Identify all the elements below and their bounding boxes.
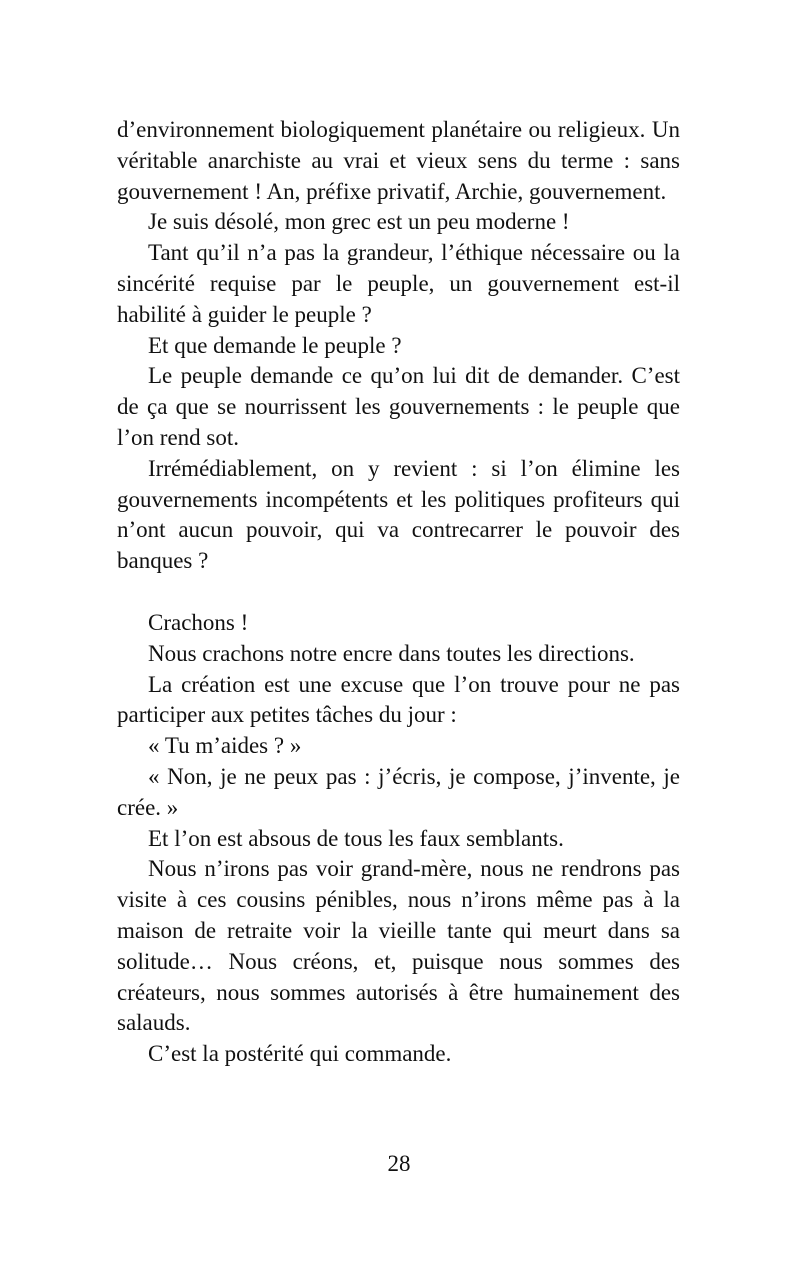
- paragraph: Nous n’irons pas voir grand-mère, nous ne rendrons pas visite à ces cousins pénibles, nous n’irons même pas à la maison de retraite voir la vieille tante qui meurt dans sa solitude… Nous créons, et, puisque nous sommes des créateurs, nous sommes autorisés à être humainement des salauds.: [117, 856, 680, 1036]
- page-number: 28: [387, 1151, 411, 1176]
- paragraph: Et que demande le peuple ?: [148, 332, 402, 358]
- paragraph: Et l’on est absous de tous les faux semblants.: [148, 825, 564, 851]
- paragraph: Irrémédiablement, on y revient : si l’on élimine les gouvernements incompétents et les politiques profiteurs qui n’ont aucun pouvoir, qui va contrecarrer le pouvoir des banques ?: [117, 455, 680, 574]
- paragraph: Nous crachons notre encre dans toutes les directions.: [148, 640, 635, 666]
- paragraph: La création est une excuse que l’on trouve pour ne pas participer aux petites tâches du jour :: [117, 671, 680, 728]
- paragraph: C’est la postérité qui commande.: [148, 1041, 452, 1067]
- paragraph: « Non, je ne peux pas : j’écris, je compose, j’invente, je crée. »: [117, 763, 680, 820]
- body-text: [117, 115, 680, 1070]
- paragraph: Le peuple demande ce qu’on lui dit de demander. C’est de ça que se nourrissent les gouvernements : le peuple que l’on rend sot.: [117, 363, 680, 450]
- paragraph: Tant qu’il n’a pas la grandeur, l’éthique nécessaire ou la sincérité requise par le peuple, un gouvernement est-il habilité à guider le peuple ?: [117, 240, 680, 327]
- section-break: [117, 577, 680, 608]
- paragraph: « Tu m’aides ? »: [148, 733, 302, 759]
- paragraph: Crachons !: [148, 609, 249, 635]
- paragraph: d’environnement biologiquement planétaire ou religieux. Un véritable anarchiste au vrai et vieux sens du terme : sans gouvernement ! An, préfixe privatif, Archie, gouvernement.: [117, 117, 680, 204]
- paragraph: Je suis désolé, mon grec est un peu moderne !: [148, 209, 570, 235]
